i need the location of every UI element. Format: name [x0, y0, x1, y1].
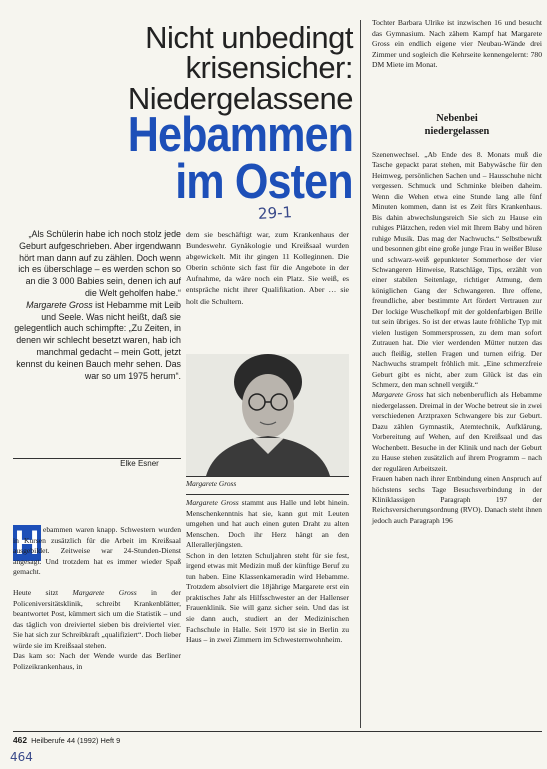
col2-p1: stammt aus Halle und lebt hinein. Menschenkenntnis hat sie, kann gut mit Leuten umgehen und hat auch einen guten Draht zu alten Menschen. Doch ihr Herz hängt an den Allerallerjüngsten.	[186, 498, 349, 550]
column-1-body	[13, 525, 181, 578]
journal-citation: Heilberufe 44 (1992) Heft 9	[31, 736, 121, 745]
headline-hebammen: Hebammen	[127, 108, 353, 162]
column-2-top	[186, 229, 349, 307]
col3-top-text: Tochter Barbara Ulrike ist inzwischen 16 und besucht das Gymnasium. Nach zähem Kampf hat Margarete Gross ein endlich eigene vier Neubau-Wände drei Zimmer und sogleich die Kehrseite kennengelernt: 780 DM Miete im Monat.	[372, 18, 542, 70]
sidebar-title	[372, 112, 542, 138]
intro-quote	[13, 229, 181, 382]
footer-rule	[13, 731, 542, 732]
sidebar-title-line-2: niedergelassen	[424, 126, 490, 137]
col1-p1: ebammen waren knapp. Schwestern wurden in Kursen zusätzlich für die Arbeit im Kreißsaal ausgebildet. Zeitweise war 24-Stunden-Dienst angesagt. Und trotzdem hat es immer wieder Spaß gemacht.	[13, 525, 181, 577]
author-name: Elke Esner	[120, 459, 159, 468]
column-1-body-rest	[13, 588, 181, 672]
headline-line-3: Niedergelassene	[127, 81, 353, 116]
dropcap: H	[14, 524, 40, 562]
handwritten-page: 464	[10, 750, 33, 764]
headline-line-2: krisensicher:	[185, 50, 353, 85]
column-3-top	[372, 18, 542, 71]
col2-top-text: dem sie beschäftigt war, zum Krankenhaus der Bundeswehr. Gynäkologie und Kreißsaal wurden abgewickelt. Mit ihr gingen 11 Kolleginnen. Die Oberin schönte sich fast für die Angebote in der Aufnahme, da wäre noch ein Platz. Sie weiß, es entspräche nicht ihrer Qualifikation. Aber … sie holt die Schultern.	[186, 230, 349, 306]
column-divider	[360, 20, 361, 728]
col1-p2-name: Margarete Gross	[72, 588, 137, 597]
headline-im-osten: im Osten	[175, 155, 353, 209]
headline-line-1: Nicht unbedingt	[145, 20, 353, 55]
photo-caption: Margarete Gross	[186, 479, 237, 488]
col1-p3: Das kam so: Nach der Wende wurde das Berliner Polizeikrankenhaus, in	[13, 651, 181, 671]
col1-p2b: in der Policeniversitätsklinik, schreibt Krankenblätter, beantwortet Post, kümmert sich um die Statistik – und das täglich von dreiviertel sieben bis dreiviertel vier. Sie hat sich zur Schreibkraft „qualifiziert“. Doch lieber würde sie im Kreißsaal stehen.	[13, 588, 181, 650]
quote-text: „Als Schülerin habe ich noch stolz jede Geburt aufgeschrieben. Aber irgendwann hört man dann auf zu zählen. Doch wenn ich es überschlage – es werden schon so an die 3 000 Babies sein, denen ich auf die Welt geholfen habe.“	[18, 229, 181, 298]
quote-name: Margarete Gross	[26, 299, 93, 310]
portrait-photo	[186, 354, 349, 476]
photo-rule	[186, 476, 349, 477]
col1-p2a: Heute sitzt	[13, 588, 73, 597]
caption-rule	[186, 494, 349, 495]
handwritten-number: 29-1	[257, 203, 293, 223]
sidebar-p2: hat sich nebenberuflich als Hebamme niedergelassen. Dreimal in der Woche betreut sie in zwei verschiedenen Arztpraxen Schwangere bis zur Geburt. Dazu zählen Gymnastik, Atemtechnik, Aufklärung, Vorbereitung auf Wehen, auf den Kreißsaal und das Wochenbett. Besuche in der Klinik und nach der Geburt zu Hause stehen zusätzlich auf ihrem Programm – nach der regulären Arbeitszeit.	[372, 390, 542, 473]
sidebar-title-line-1: Nebenbei	[436, 113, 478, 124]
col2-p1-name: Margarete Gross	[186, 498, 239, 507]
page-number: 462	[13, 735, 27, 745]
footer	[13, 735, 120, 745]
column-2-body	[186, 498, 349, 646]
col2-p2: Schon in den letzten Schuljahren steht für sie fest, irgend etwas mit Medizin muß der künftige Beruf zu tun haben. Eine Klassenkameradin wird Hebamme. Trotzdem absolviert die 18jährige Margarete erst ein praktisches Jahr als Hilfsschwester an der Hallenser Frauenklinik. Sie will ganz sicher sein. Und das ist sie dann auch, studiert an der Medizinischen Fachschule in Halle. Seit 1970 ist sie in Berlin zu Haus – in zwei Zimmern im Schwesternwohnheim.	[186, 550, 349, 645]
sidebar-body	[372, 150, 542, 526]
portrait-illustration	[186, 354, 349, 476]
sidebar-p1: Szenenwechsel. „Ab Ende des 8. Monats muß die Tasche gepackt parat stehen, mit Babywäsche für den Heimweg, persönlichen Sachen und – Hausschuhe nicht vergessen. Schmuck und Schminke bleiben daheim. Wenn die Wehen etwa eine Stunde lang alle fünf Minuten kommen, dann ist es Zeit fürs Krankenhaus. Bis dahin abwechslungsreich Sie sich zu Hause ein ruhiges Plätzchen, reden viel mit Ihrem Baby und hören ruhige Musik. Das mag der Nachwuchs.“ Selbstbewußt und besonnen gibt eine große junge Frau in weißer Bluse und schwarz-weiß gepunkteter Sommerhose der vier Schwangeren Hinweise, Ratschläge, Tips, erzählt von einer stabilen Seitenlage, richtiger Atmung, dem königlichen Gang der Schwangeren. Ihre offene, freundliche, aber bestimmte Art fördert Vertrauen zur Der lockige Wuschelkopf mit der goldenfarbigen Brille tut sein übriges. So ist der etwas laute fröhliche Typ mit vielen lustigen Sommersprossen, zu dem man sofort Zutrauen hat. Die vier werdenden Mütter nutzen das auch fleißig, stellen Fragen und turnen eifrig. Der Nachwuchs strampelt fröhlich mit. „Eine schmerzfreie Geburt gibt es nicht, aber zum Glück ist das ein Schmerz, den man schnell vergißt.“	[372, 150, 542, 389]
sidebar-p2-name: Margarete Gross	[372, 390, 424, 400]
sidebar-p3: Frauen haben nach ihrer Entbindung einen Anspruch auf höchstens sechs Tage Besuchsverbindung in der Kliniklassigen Paragraph 197 der Reichsversicherungsordnung (RVO). Danach steht ihnen jedoch auch Paragraph 196	[372, 474, 542, 525]
quote-rest: ist Hebamme mit Leib und Seele. Was nicht heißt, daß sie gelegentlich auch schimpfte: „Zu Zeiten, in denen wir schlecht besetzt waren, hab ich manchmal gedacht – mein Gott, jetzt kennst du keinen Bauch mehr sehen. Das war so um 1975 herum“.	[14, 299, 181, 381]
